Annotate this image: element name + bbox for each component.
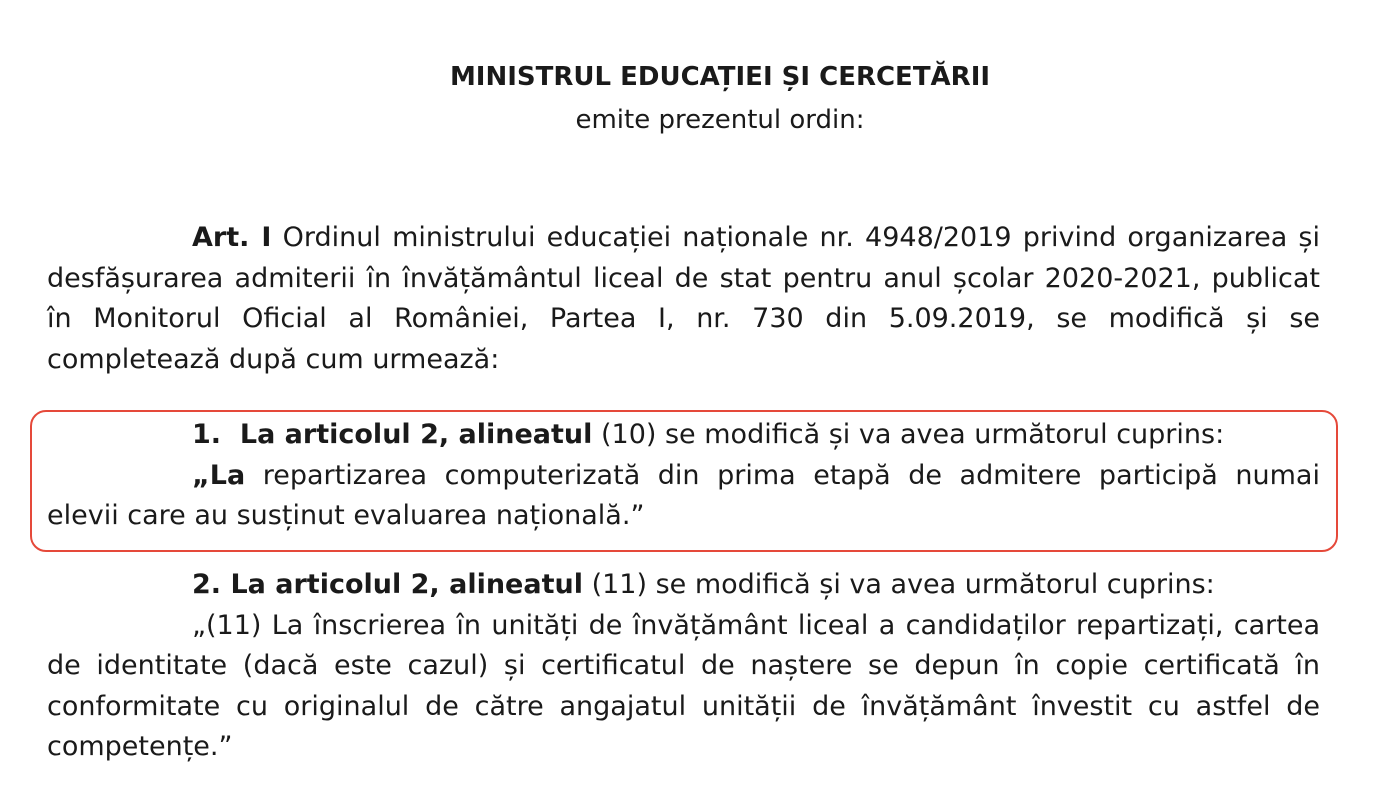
article-line-3: în Monitorul Oficial al României, Partea I, nr. 730 din 5.09.2019, se modifică și se (47, 303, 1320, 334)
document-title: MINISTRUL EDUCAȚIEI ȘI CERCETĂRII (449, 62, 991, 92)
item-2-quote-line-1: „(11) La înscrierea în unități de învățământ liceal a candidaților repartizați, cartea (192, 609, 1320, 641)
amendment-item-2 (47, 565, 1320, 768)
article-label: Art. I (192, 222, 272, 253)
document-subtitle: emite prezentul ordin: (575, 105, 865, 135)
amendment-item-1 (47, 415, 1320, 537)
item-2-quote-line-4: competențe.” (47, 731, 233, 762)
item-2-quote-line-3: conformitate cu originalul de către angajatul unității de învățământ învestit cu astfel de (47, 690, 1320, 722)
article-line-2: desfășurarea admiterii în învățământul liceal de stat pentru anul școlar 2020-2021, publicat (47, 262, 1320, 294)
item-2-heading: 2. La articolul 2, alineatul (11) se modifică și va avea următorul cuprins: (192, 569, 1215, 600)
article-line-1: Art. I Ordinul ministrului educației naționale nr. 4948/2019 privind organizarea și (192, 222, 1320, 253)
article-paragraph (47, 218, 1320, 380)
article-line-4: completează după cum urmează: (47, 343, 500, 375)
item-1-quote-line-2: elevii care au susținut evaluarea națională.” (47, 500, 645, 531)
item-1-heading: 1. La articolul 2, alineatul (10) se modifică și va avea următorul cuprins: (192, 419, 1225, 450)
item-1-quote-line-1: „La repartizarea computerizată din prima etapă de admitere participă numai (192, 459, 1320, 491)
item-2-quote-line-2: de identitate (dacă este cazul) și certificatul de naștere se depun în copie certificată în (47, 650, 1320, 681)
